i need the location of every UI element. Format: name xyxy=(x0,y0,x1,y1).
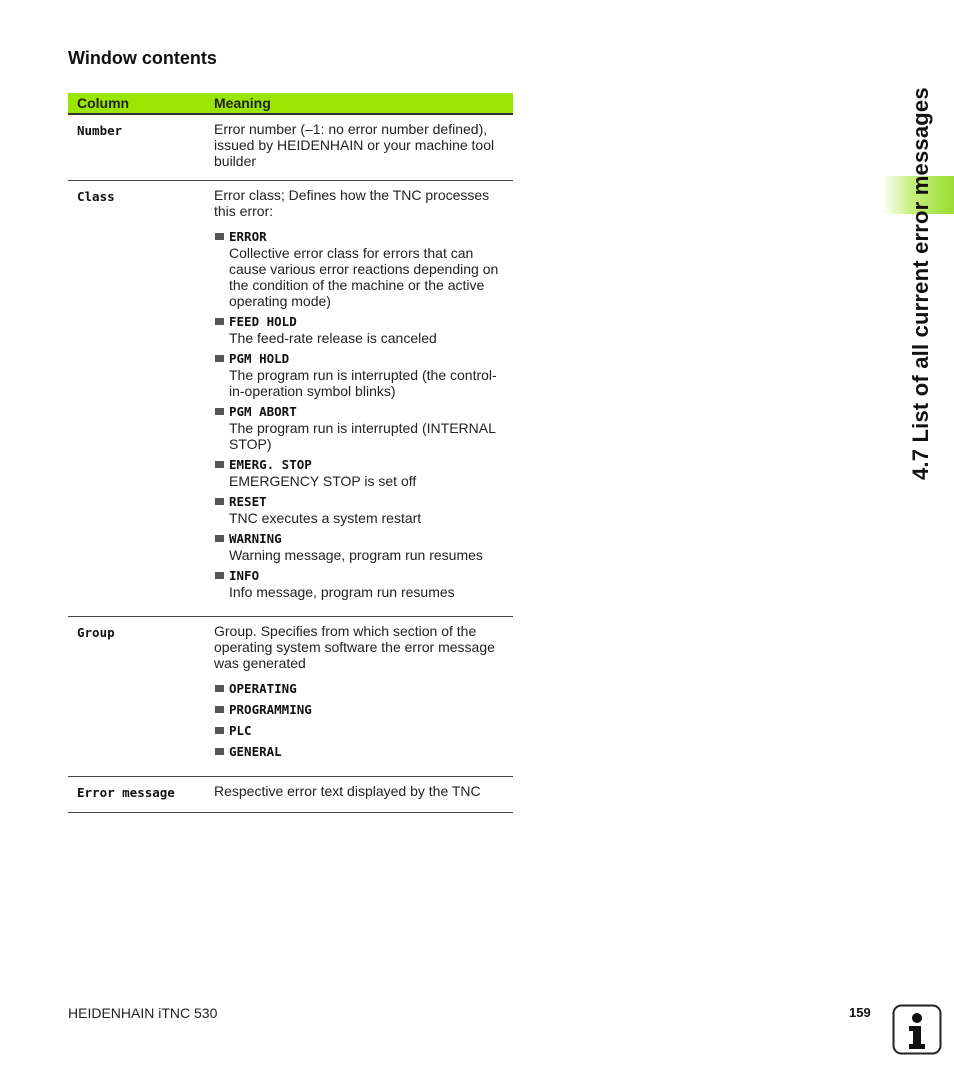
list-item xyxy=(214,568,503,600)
row-label: Class xyxy=(77,189,115,204)
bullet-square-icon xyxy=(215,535,224,542)
row-description: Error number (–1: no error number defined), issued by HEIDENHAIN or your machine tool builder xyxy=(214,121,495,169)
list-item xyxy=(214,723,503,739)
row-label: Group xyxy=(77,625,115,640)
list-item xyxy=(214,314,503,346)
info-icon xyxy=(892,1004,942,1055)
window-contents-table xyxy=(68,93,513,813)
bullet-square-icon xyxy=(215,498,224,505)
bullet-square-icon xyxy=(215,461,224,468)
bullet-square-icon xyxy=(215,355,224,362)
bullet-square-icon xyxy=(215,685,224,692)
class-code: PGM HOLD xyxy=(229,351,290,366)
header-meaning: Meaning xyxy=(214,95,271,111)
group-code: GENERAL xyxy=(229,744,282,759)
class-list xyxy=(214,229,503,600)
table-row-class xyxy=(68,181,513,617)
class-code: WARNING xyxy=(229,531,282,546)
class-text: TNC executes a system restart xyxy=(229,510,422,526)
row-label: Error message xyxy=(77,785,175,800)
row-description: Respective error text displayed by the TNC xyxy=(214,783,481,799)
bullet-square-icon xyxy=(215,572,224,579)
list-item xyxy=(214,351,503,399)
group-list xyxy=(214,681,503,760)
class-code: FEED HOLD xyxy=(229,314,297,329)
class-text: EMERGENCY STOP is set off xyxy=(229,473,417,489)
bullet-square-icon xyxy=(215,318,224,325)
class-code: RESET xyxy=(229,494,267,509)
group-code: OPERATING xyxy=(229,681,297,696)
row-description: Error class; Defines how the TNC processes this error: xyxy=(214,187,490,219)
footer-product: HEIDENHAIN iTNC 530 xyxy=(68,1005,218,1021)
class-text: The program run is interrupted (INTERNAL STOP) xyxy=(229,420,496,452)
table-row-error-message xyxy=(68,777,513,813)
group-code: PLC xyxy=(229,723,252,738)
class-code: PGM ABORT xyxy=(229,404,297,419)
class-text: The program run is interrupted (the control-in-operation symbol blinks) xyxy=(229,367,497,399)
class-code: INFO xyxy=(229,568,260,583)
row-description: Group. Specifies from which section of the operating system software the error message was generated xyxy=(214,623,495,671)
bullet-square-icon xyxy=(215,706,224,713)
list-item xyxy=(214,229,503,309)
bullet-square-icon xyxy=(215,727,224,734)
bullet-square-icon xyxy=(215,233,224,240)
class-text: Info message, program run resumes xyxy=(229,584,455,600)
class-text: Warning message, program run resumes xyxy=(229,547,483,563)
section-heading: Window contents xyxy=(68,48,217,68)
list-item xyxy=(214,404,503,452)
list-item xyxy=(214,744,503,760)
list-item xyxy=(214,457,503,489)
class-text: Collective error class for errors that can cause various error reactions depending on the condition of the machine or the active operating mode) xyxy=(229,245,499,309)
class-text: The feed-rate release is canceled xyxy=(229,330,437,346)
class-code: ERROR xyxy=(229,229,267,244)
page-number: 159 xyxy=(849,1005,871,1020)
group-code: PROGRAMMING xyxy=(229,702,312,717)
table-header xyxy=(68,93,513,115)
bullet-square-icon xyxy=(215,748,224,755)
list-item xyxy=(214,494,503,526)
list-item xyxy=(214,702,503,718)
header-column: Column xyxy=(77,95,130,111)
bullet-square-icon xyxy=(215,408,224,415)
list-item xyxy=(214,531,503,563)
row-label: Number xyxy=(77,123,123,138)
table-row-number xyxy=(68,115,513,181)
chapter-side-title: 4.7 List of all current error messages xyxy=(908,87,933,480)
table-row-group xyxy=(68,617,513,777)
list-item xyxy=(214,681,503,697)
class-code: EMERG. STOP xyxy=(229,457,312,472)
